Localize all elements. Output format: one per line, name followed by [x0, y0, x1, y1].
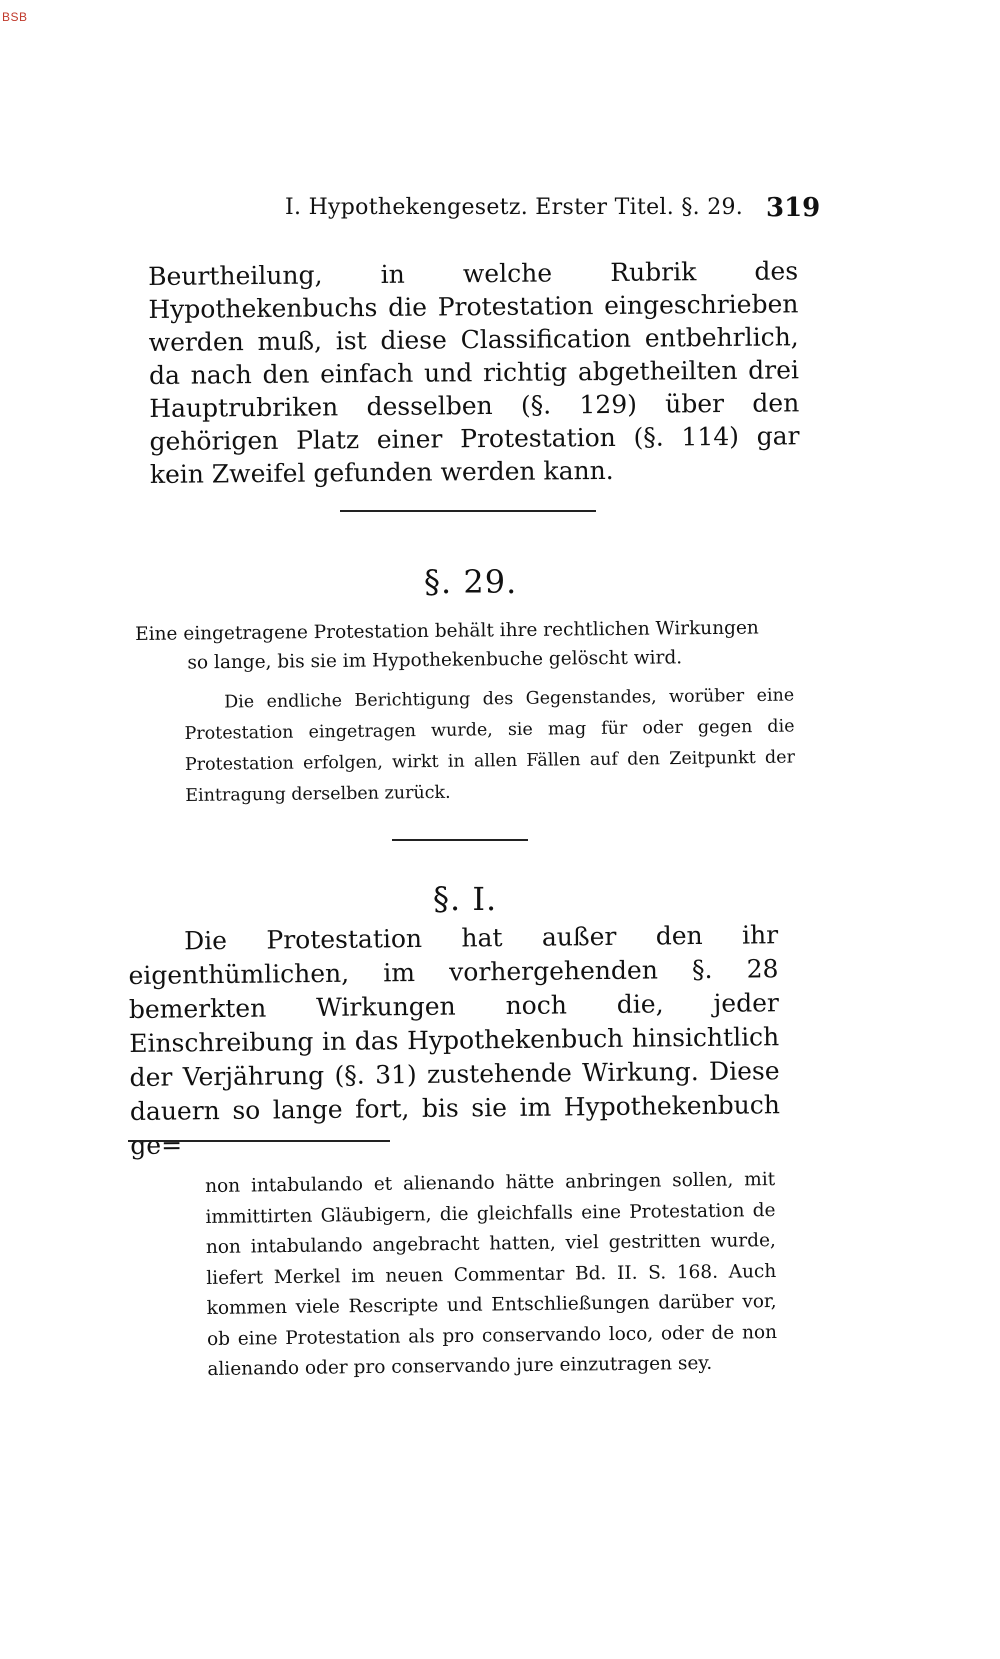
statute-line-1: Eine eingetragene Protestation behält ihre rechtlichen Wirkungen	[135, 617, 759, 645]
page-number: 319	[766, 193, 821, 223]
subsection-I-text: Die Protestation hat außer den ihr eigenthümlichen, im vorhergehenden §. 28 bemerkten Wirkungen noch die, jeder Einschreibung in das Hypothekenbuch hinsichtlich der Verjährung (§. 31) zustehende Wirkung. Diese dauern so lange fort, bis sie im Hypothekenbuch ge=	[128, 920, 781, 1160]
statute-commentary: Die endliche Berichtigung des Gegenstandes, worüber eine Protestation eingetragen wurde, sie mag für oder gegen die Protestation erfolgen, wirkt in allen Fällen auf den Zeitpunkt der Eintragung derselben zurück.	[184, 685, 796, 806]
subsection-I-heading: §. I.	[433, 880, 498, 918]
section-29-heading: §. 29.	[424, 563, 518, 601]
statute-line-2: so lange, bis sie im Hypothekenbuche gelöscht wird.	[187, 647, 683, 674]
section-divider	[392, 839, 528, 841]
statute-text	[135, 613, 816, 678]
library-watermark: BSB	[2, 10, 28, 24]
section-divider	[340, 510, 596, 512]
running-header: I. Hypothekengesetz. Erster Titel. §. 29.	[285, 195, 744, 220]
continued-paragraph: Beurtheilung, in welche Rubrik des Hypothekenbuchs die Protestation eingeschrieben werden muß, ist diese Classification entbehrlich, da nach den einfach und richtig abgetheilten drei Hauptrubriken desselben (§. 129) über den gehörigen Platz einer Protestation (§. 114) gar kein Zweifel gefunden werden kann.	[148, 256, 800, 489]
footnote-divider	[128, 1140, 390, 1142]
footnote-text: non intabulando et alienando hätte anbringen sollen, mit immittirten Gläubigern, die gleichfalls eine Protestation de non intabulando angebracht hatten, viel gestritten wurde, liefert Merkel im neuen Commentar Bd. II. S. 168. Auch kommen viele Rescripte und Entschließungen darüber vor, ob eine Protestation als pro conservando loco, oder de non alienando oder pro conservando jure einzutragen sey.	[205, 1169, 778, 1380]
